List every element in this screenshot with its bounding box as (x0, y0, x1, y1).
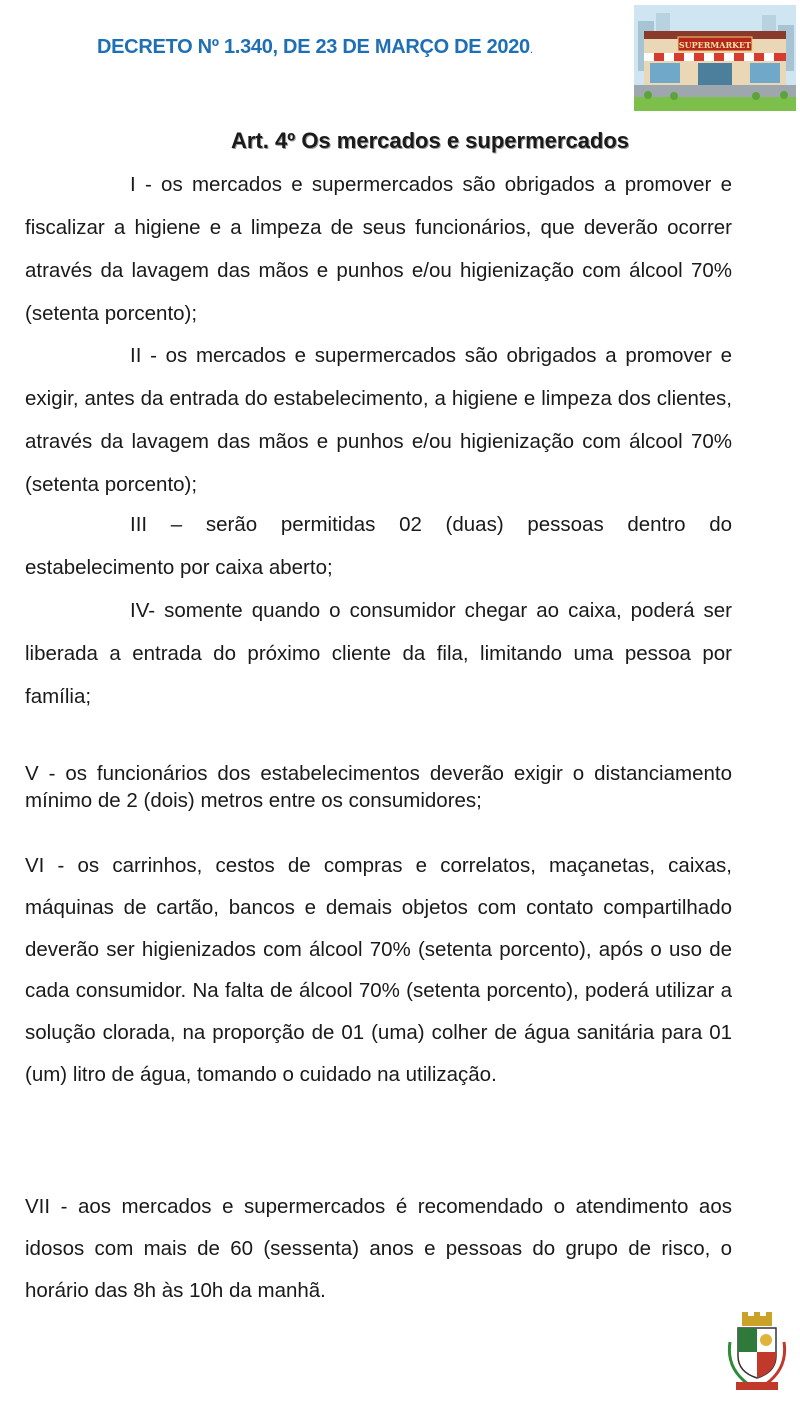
decree-title (97, 36, 533, 59)
municipal-coat-of-arms (726, 1312, 788, 1394)
item-iii: III – serão permitidas 02 (duas) pessoas dentro do estabelecimento por caixa aberto; (25, 513, 732, 579)
store-sign-text: SUPERMARKET (678, 40, 752, 50)
item-iv: IV- somente quando o consumidor chegar ao caixa, poderá ser liberada a entrada do próximo cliente da fila, limitando uma pessoa por família; (25, 599, 732, 708)
decree-title-text: DECRETO Nº 1.340, DE 23 DE MARÇO DE 2020 (97, 36, 530, 58)
decree-title-dot: . (529, 42, 533, 56)
item-vii: VII - aos mercados e supermercados é recomendado o atendimento aos idosos com mais de 60 (sessenta) anos e pessoas do grupo de risco, o horário das 8h às 10h da manhã. (25, 1195, 732, 1302)
supermarket-illustration (634, 5, 796, 111)
item-v: V - os funcionários dos estabelecimentos deverão exigir o distanciamento mínimo de 2 (dois) metros entre os consumidores; (25, 762, 732, 812)
item-i: I - os mercados e supermercados são obrigados a promover e fiscalizar a higiene e a limpeza de seus funcionários, que deverão ocorrer através da lavagem das mãos e punhos e/ou higienização com álcool 70% (setenta porcento); (25, 173, 732, 325)
item-ii: II - os mercados e supermercados são obrigados a promover e exigir, antes da entrada do estabelecimento, a higiene e limpeza dos clientes, através da lavagem das mãos e punhos e/ou higienização com álcool 70% (setenta porcento); (25, 344, 732, 496)
item-vi: VI - os carrinhos, cestos de compras e correlatos, maçanetas, caixas, máquinas de cartão, bancos e demais objetos com contato compartilhado deverão ser higienizados com álcool 70% (setenta porcento), após o uso de cada consumidor. Na falta de álcool 70% (setenta porcento), poderá utilizar a solução clorada, na proporção de 01 (uma) colher de água sanitária para 01 (um) litro de água, tomando o cuidado na utilização. (25, 854, 732, 1086)
article-title: Art. 4º Os mercados e supermercados (230, 128, 630, 153)
